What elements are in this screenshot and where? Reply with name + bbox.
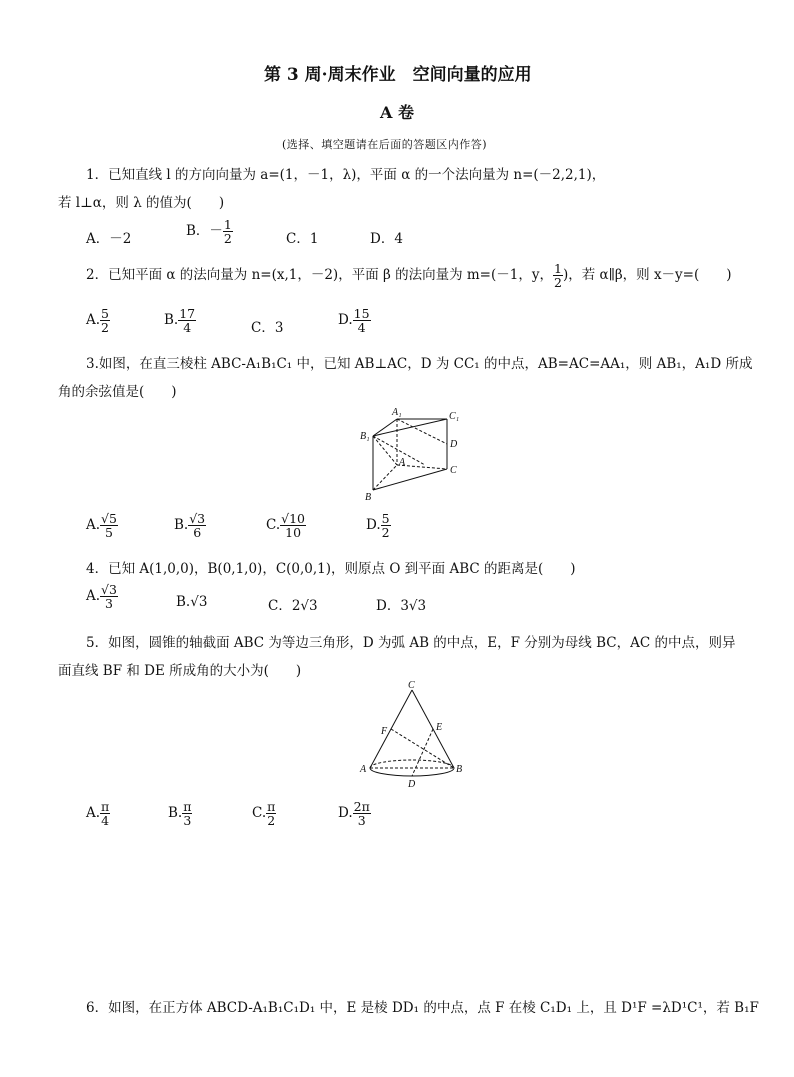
fraction (188, 512, 206, 539)
denominator: 2 (223, 231, 232, 247)
label-d: D (408, 779, 416, 790)
question-1-line1: 1．已知直线 l 的方向向量为 a=(1，－1，λ)，平面 α 的一个法向量为 n=(－2,2,1)， (86, 167, 606, 183)
fraction (266, 800, 276, 827)
numerator: 1 (553, 261, 562, 276)
q1-option-d: D．4 (370, 231, 403, 247)
page-title: 第 3 周·周末作业 空间向量的应用 (264, 65, 532, 85)
fraction (553, 262, 563, 289)
option-label: B．－ (186, 223, 223, 240)
option-label: D. (338, 312, 353, 329)
q5-option-d (338, 800, 371, 827)
cone-figure (355, 680, 470, 792)
segment-bf (391, 729, 454, 768)
numerator: 2π (353, 799, 370, 814)
q2-option-a (86, 307, 110, 334)
q4-option-d: D．3√3 (376, 598, 427, 614)
label-c1: C₁ (449, 411, 460, 422)
q3-option-c (266, 512, 306, 539)
fraction (182, 800, 192, 827)
denominator: 3 (183, 813, 192, 829)
question-1-line2: 若 l⊥α，则 λ 的值为( ) (58, 195, 225, 211)
question-5-line1: 5．如图，圆锥的轴截面 ABC 为等边三角形，D 为弧 AB 的中点，E，F 分别为母线 BC，AC 的中点，则异 (86, 635, 736, 651)
option-label: A. (86, 517, 101, 534)
numerator: π (267, 799, 276, 814)
option-label: B. (174, 517, 189, 534)
fraction (223, 218, 233, 245)
numerator: 15 (353, 306, 370, 321)
fraction (100, 800, 110, 827)
question-2-text: 2．已知平面 α 的法向量为 n=(x,1，－2)，平面 β 的法向量为 m=(－1，y， (86, 267, 553, 284)
numerator: π (183, 799, 192, 814)
fraction (353, 307, 371, 334)
denominator: 4 (183, 320, 192, 336)
question-6-line1: 6．如图，在正方体 ABCD-A₁B₁C₁D₁ 中，E 是棱 DD₁ 的中点，点 F 在棱 C₁D₁ 上，且 D¹F =λD¹C¹，若 B₁F (86, 1000, 759, 1016)
fraction (381, 512, 391, 539)
option-label: D. (338, 805, 353, 822)
denominator: 5 (105, 525, 113, 541)
numerator: 5 (381, 511, 390, 526)
label-c: C (408, 680, 415, 691)
question-2-text-end: )，若 α∥β，则 x－y=( ) (562, 267, 732, 284)
option-label: A. (86, 588, 101, 605)
edge-bc (373, 469, 447, 490)
edge-b1c1 (373, 419, 447, 436)
label-b1: B₁ (360, 431, 370, 442)
question-4-line1: 4．已知 A(1,0,0)，B(0,1,0)，C(0,0,1)，则原点 O 到平面 ABC 的距离是( ) (86, 561, 576, 577)
option-label: B. (164, 312, 179, 329)
fraction (100, 583, 118, 610)
denominator: 2 (381, 525, 390, 541)
question-5-line2: 面直线 BF 和 DE 所成角的大小为( ) (58, 663, 302, 679)
q1-option-b (186, 218, 233, 245)
segment-ab1 (373, 436, 397, 465)
label-e: E (436, 722, 443, 733)
numerator: 17 (179, 306, 196, 321)
q4-option-b: B.√3 (176, 594, 208, 610)
numerator: 1 (223, 217, 232, 232)
label-c: C (450, 465, 457, 476)
label-a: A (360, 764, 367, 775)
volume-heading: A 卷 (380, 103, 414, 122)
q2-option-b (164, 307, 196, 334)
q2-option-d (338, 307, 371, 334)
option-label: B. (168, 805, 183, 822)
q3-option-a (86, 512, 118, 539)
answer-note: (选择、填空题请在后面的答题区内作答) (282, 138, 488, 151)
fraction (100, 512, 118, 539)
q2-option-c: C．3 (251, 320, 284, 336)
label-a: A (399, 457, 406, 468)
q1-option-c: C．1 (286, 231, 319, 247)
q4-option-c: C．2√3 (268, 598, 318, 614)
q5-option-c (252, 800, 276, 827)
fraction (100, 307, 110, 334)
q4-option-a (86, 583, 118, 610)
option-label: A. (86, 805, 101, 822)
label-f: F (381, 726, 388, 737)
q1-option-a: A．－2 (86, 231, 132, 247)
q5-option-a (86, 800, 110, 827)
prism-figure (355, 405, 470, 505)
fraction (178, 307, 196, 334)
fraction (353, 800, 371, 827)
denominator: 10 (285, 525, 302, 541)
label-a1: A₁ (392, 407, 402, 418)
numerator: √3 (101, 582, 117, 597)
label-d: D (450, 439, 458, 450)
denominator: 2 (553, 275, 562, 291)
option-label: A. (86, 312, 101, 329)
q5-option-b (168, 800, 192, 827)
numerator: √5 (101, 511, 117, 526)
denominator: 2 (101, 320, 109, 336)
option-label: D. (366, 517, 381, 534)
denominator: 3 (357, 813, 366, 829)
base-back-arc (370, 760, 454, 768)
question-2-line1 (86, 262, 732, 289)
numerator: √10 (281, 511, 306, 526)
q3-option-d (366, 512, 391, 539)
fraction (280, 512, 306, 539)
denominator: 3 (105, 596, 113, 612)
question-3-line1: 3.如图，在直三棱柱 ABC-A₁B₁C₁ 中，已知 AB⊥AC，D 为 CC₁ 的中点，AB=AC=AA₁，则 AB₁，A₁D 所成 (86, 356, 753, 372)
q3-option-b (174, 512, 206, 539)
question-3-line2: 角的余弦值是( ) (58, 384, 177, 400)
segment-a1d (397, 419, 447, 444)
denominator: 4 (101, 813, 110, 829)
label-b: B (365, 492, 372, 503)
numerator: 5 (101, 306, 109, 321)
numerator: π (101, 799, 110, 814)
option-label: C. (252, 805, 267, 822)
denominator: 4 (357, 320, 366, 336)
denominator: 2 (267, 813, 276, 829)
denominator: 6 (193, 525, 202, 541)
label-b: B (456, 764, 463, 775)
option-label: C. (266, 517, 281, 534)
numerator: √3 (189, 511, 206, 526)
